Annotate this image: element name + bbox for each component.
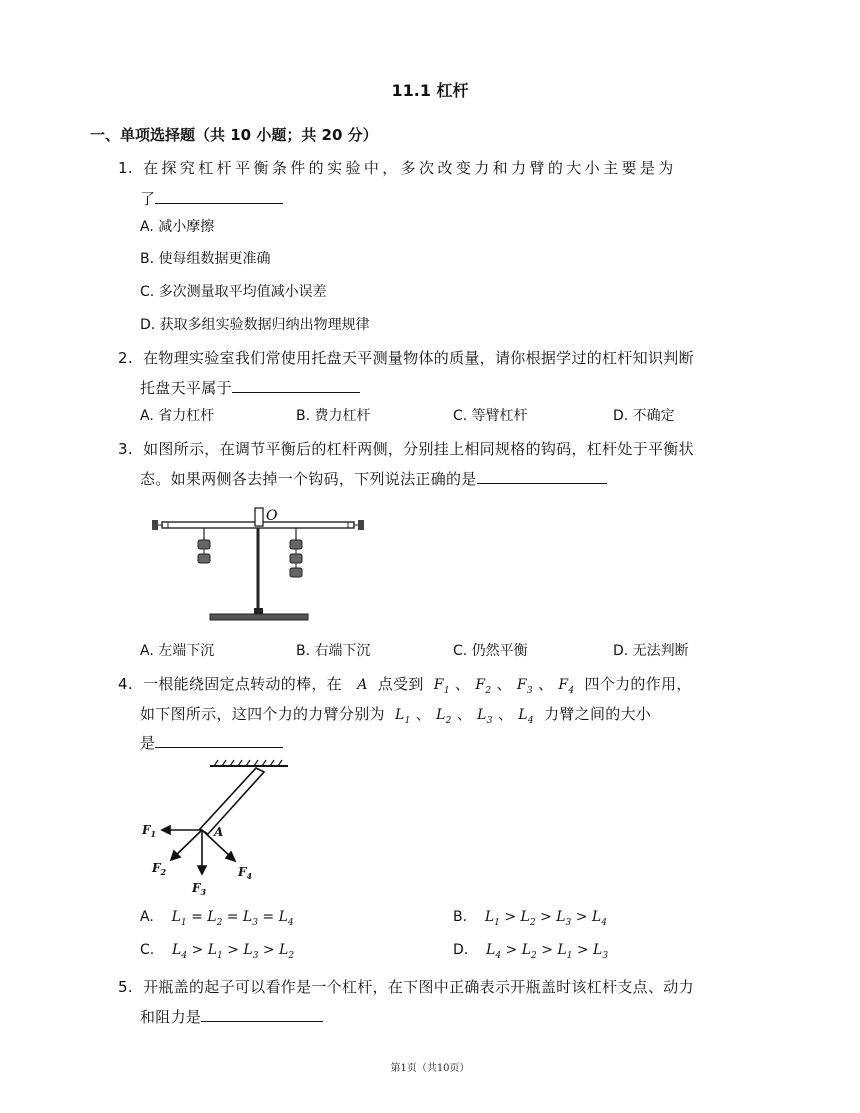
option-d[interactable]: D. 获取多组实验数据归纳出物理规律	[140, 317, 370, 333]
option-letter: B.	[453, 909, 468, 925]
option-letter: C.	[140, 942, 155, 958]
arm-symbol: $L_1$	[394, 707, 411, 726]
question-number: 5.	[118, 978, 133, 996]
question-number: 3.	[118, 440, 133, 458]
separator: 、	[496, 675, 512, 693]
question-3-line-1	[118, 438, 694, 459]
label-f4: $F_4$	[238, 865, 253, 881]
option-a[interactable]: A. 省力杠杆	[140, 408, 215, 424]
question-text: 点受到	[377, 675, 424, 693]
separator: 、	[497, 705, 514, 723]
separator: 、	[454, 675, 471, 693]
question-text: 如下图所示，这四个力的力臂分别为	[140, 705, 385, 723]
weight-hook	[290, 540, 302, 549]
answer-blank[interactable]	[155, 189, 283, 204]
question-3-line-2	[140, 468, 607, 489]
question-1-line-1	[118, 157, 677, 178]
label-a: A	[214, 825, 224, 839]
answer-blank[interactable]	[201, 1007, 323, 1022]
option-d[interactable]: D. 无法判断	[613, 643, 689, 659]
answer-blank[interactable]	[232, 378, 360, 393]
separator: 、	[456, 705, 473, 723]
question-text: 了	[140, 190, 156, 208]
balance-nut-right	[358, 520, 364, 530]
question-text: 是	[140, 734, 156, 752]
question-5-line-2	[140, 1006, 323, 1027]
question-text: 在物理实验室我们常使用托盘天平测量物体的质量，请你根据学过的杠杆知识判断	[143, 349, 694, 367]
question-2-line-2	[140, 377, 360, 398]
pivot-label: O	[266, 508, 278, 524]
question-5-line-1	[118, 976, 694, 997]
stand-base	[210, 614, 308, 620]
answer-blank[interactable]	[477, 469, 607, 484]
question-number: 4.	[118, 675, 133, 693]
label-f3: $F_3$	[192, 881, 207, 897]
option-b[interactable]: B. 费力杠杆	[296, 408, 371, 424]
option-expression: $L_4 > L_1 > L_3 > L_2$	[172, 942, 295, 961]
question-text: 托盘天平属于	[140, 379, 232, 397]
force-f2-arrow	[174, 830, 202, 857]
label-f2: $F_2$	[152, 861, 167, 877]
pivot-top	[255, 508, 263, 526]
option-c[interactable]: C. 多次测量取平均值减小误差	[140, 284, 327, 300]
question-text: 和阻力是	[140, 1008, 202, 1026]
balance-nut-left	[152, 520, 158, 530]
arm-symbol: $L_3$	[477, 707, 493, 726]
section-heading: 一、单项选择题（共 10 小题；共 20 分）	[90, 126, 378, 144]
question-number: 1.	[118, 159, 133, 177]
label-f1: $F_1$	[142, 823, 157, 839]
separator: 、	[537, 675, 554, 693]
page-footer: 第1页（共10页）	[390, 1063, 470, 1074]
option-c[interactable]: C. 仍然平衡	[453, 643, 528, 659]
answer-blank[interactable]	[155, 733, 283, 748]
weight-hook	[290, 554, 302, 563]
option-d[interactable]	[453, 942, 608, 961]
force-symbol: $F_4$	[558, 677, 575, 696]
rod-forces-figure	[138, 758, 294, 898]
option-expression: $L_4 > L_2 > L_1 > L_3$	[486, 942, 609, 961]
option-letter: D.	[453, 942, 469, 958]
force-symbol: $F_3$	[516, 677, 533, 696]
option-expression: $L_1 = L_2 = L_3 = L_4$	[171, 909, 294, 928]
question-4-line-3	[140, 732, 283, 753]
question-2-line-1	[118, 347, 694, 368]
weight-hook	[198, 554, 210, 563]
force-symbol: $F_2$	[475, 677, 492, 696]
question-text: 开瓶盖的起子可以看作是一个杠杆，在下图中正确表示开瓶盖时该杠杆支点、动力	[143, 978, 694, 996]
lever-balance-figure	[148, 500, 370, 630]
question-4-line-1	[118, 673, 692, 696]
option-c[interactable]: C. 等臂杠杆	[453, 408, 528, 424]
page-title: 11.1 杠杆	[391, 81, 469, 100]
question-text: 一根能绕固定点转动的棒，在	[143, 675, 342, 693]
option-b[interactable]: B. 使每组数据更准确	[140, 251, 271, 267]
option-expression: $L_1 > L_2 > L_3 > L_4$	[484, 909, 607, 928]
option-a[interactable]: A. 减小摩擦	[140, 219, 215, 235]
question-text: 在探究杠杆平衡条件的实验中，多次改变力和力臂的大小主要是为	[143, 159, 677, 177]
option-a[interactable]: A. 左端下沉	[140, 643, 215, 659]
question-text: 力臂之间的大小	[544, 705, 652, 723]
option-b[interactable]	[453, 909, 607, 928]
separator: 、	[415, 705, 431, 723]
question-4-line-2	[140, 703, 651, 726]
question-number: 2.	[118, 349, 133, 367]
question-1-line-2	[140, 188, 283, 209]
option-letter: A.	[140, 909, 154, 925]
force-symbol: $F_1$	[433, 677, 450, 696]
option-a[interactable]	[140, 909, 294, 928]
weight-hook	[198, 540, 210, 549]
option-d[interactable]: D. 不确定	[613, 408, 675, 424]
question-text: 如图所示，在调节平衡后的杠杆两侧，分别挂上相同规格的钩码，杠杆处于平衡状	[143, 440, 694, 458]
option-c[interactable]	[140, 942, 294, 961]
question-text: 四个力的作用，	[584, 675, 692, 693]
arm-symbol: $L_2$	[436, 707, 452, 726]
rod	[200, 768, 264, 834]
arm-symbol: $L_4$	[518, 707, 534, 726]
point-symbol: A	[357, 677, 368, 693]
option-b[interactable]: B. 右端下沉	[296, 643, 371, 659]
question-text: 态。如果两侧各去掉一个钩码，下列说法正确的是	[140, 470, 477, 488]
weight-hook	[290, 568, 302, 577]
